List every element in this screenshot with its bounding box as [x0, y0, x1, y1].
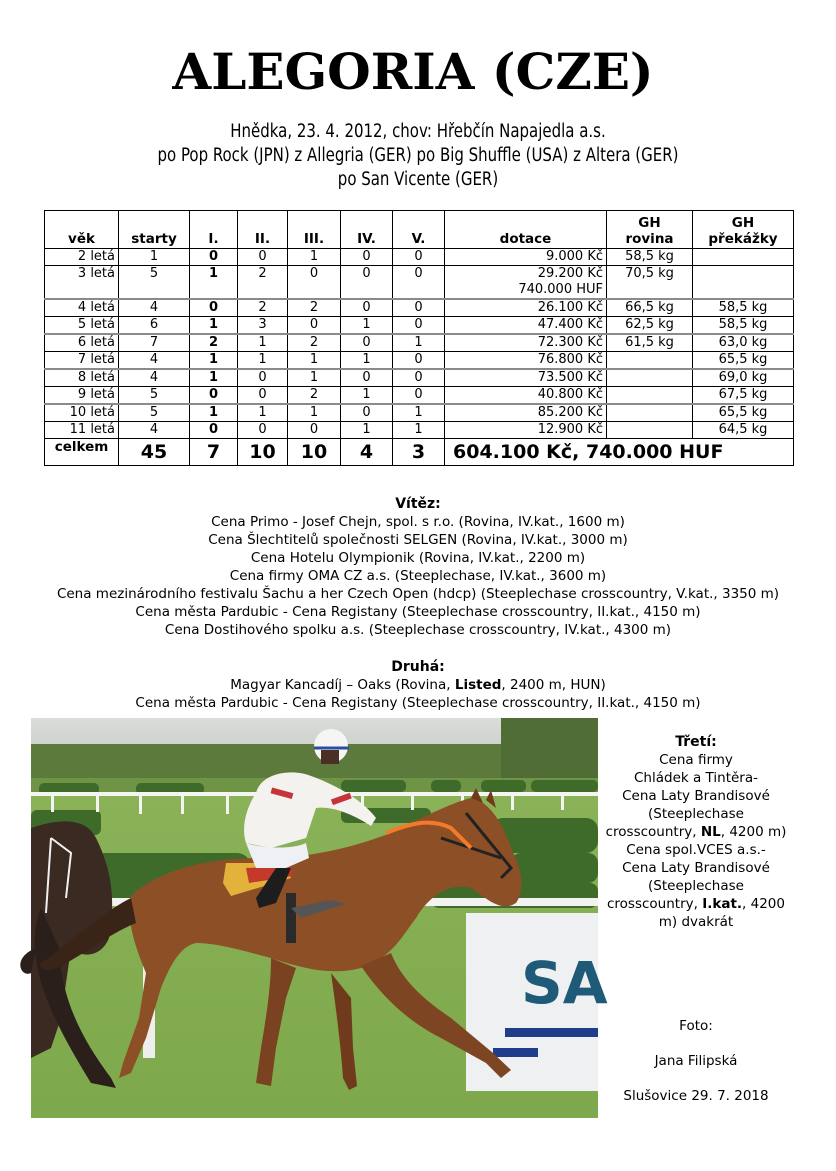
career-stats-table — [44, 210, 794, 466]
first-place-cell: 1 — [190, 317, 238, 335]
gh-jump-cell: 69,0 kg — [693, 369, 794, 387]
total-second: 10 — [238, 439, 288, 466]
table-row — [45, 422, 794, 439]
fourth-place-cell: 0 — [341, 334, 393, 352]
fifth-place-cell: 1 — [393, 334, 445, 352]
third-place-cell: 0 — [288, 422, 341, 439]
first-place-cell: 1 — [190, 404, 238, 422]
col-header-second: II. — [238, 211, 288, 249]
second-place-cell: 0 — [238, 387, 288, 405]
second-place-cell: 2 — [238, 299, 288, 317]
starts-cell: 1 — [119, 249, 190, 266]
fourth-place-cell: 1 — [341, 387, 393, 405]
age-cell: 9 letá — [45, 387, 119, 405]
prize-cell: 9.000 Kč — [445, 249, 607, 266]
third-place-cell: 2 — [288, 334, 341, 352]
gh-jump-cell — [693, 249, 794, 266]
second-place-cell: 0 — [238, 369, 288, 387]
pedigree-line-2: po San Vicente (GER) — [337, 169, 499, 190]
starts-cell: 4 — [119, 369, 190, 387]
prize-cell: 40.800 Kč — [445, 387, 607, 405]
table-row — [45, 352, 794, 370]
age-cell: 4 letá — [45, 299, 119, 317]
age-cell: 6 letá — [45, 334, 119, 352]
photo-credit-label: Foto: — [679, 1018, 713, 1034]
second-place-cell: 2 — [238, 266, 288, 300]
starts-cell: 4 — [119, 352, 190, 370]
prize-cell: 29.200 Kč 740.000 HUF — [445, 266, 607, 300]
third-place-section — [598, 733, 794, 931]
third-race-line: Cena firmy — [659, 752, 733, 768]
photographer-name: Jana Filipská — [654, 1053, 738, 1069]
age-cell: 2 letá — [45, 249, 119, 266]
age-cell: 8 letá — [45, 369, 119, 387]
gh-jump-cell: 63,0 kg — [693, 334, 794, 352]
fifth-place-cell: 0 — [393, 352, 445, 370]
gh-flat-cell — [607, 352, 693, 370]
third-race-line: Cena spol.VCES a.s.- — [626, 842, 766, 858]
second-place-cell: 0 — [238, 422, 288, 439]
second-heading: Druhá: — [391, 659, 445, 675]
winner-race: Cena Dostihového spolku a.s. (Steeplechase crosscountry, IV.kat., 4300 m) — [164, 622, 672, 638]
total-fourth: 4 — [341, 439, 393, 466]
third-place-cell: 1 — [288, 249, 341, 266]
gh-jump-cell: 58,5 kg — [693, 317, 794, 335]
fourth-place-cell: 0 — [341, 299, 393, 317]
col-header-prize: dotace — [445, 211, 607, 249]
first-place-cell: 2 — [190, 334, 238, 352]
third-race-line: m) dvakrát — [658, 914, 734, 930]
fourth-place-cell: 1 — [341, 352, 393, 370]
fourth-place-cell: 0 — [341, 266, 393, 300]
table-row — [45, 266, 794, 300]
second-race: Cena města Pardubic - Cena Registany (Steeplechase crosscountry, II.kat., 4150 m) — [135, 695, 701, 711]
prize-cell: 85.200 Kč — [445, 404, 607, 422]
col-header-first: I. — [190, 211, 238, 249]
second-race: Magyar Kancadíj – Oaks (Rovina, Listed, 2400 m, HUN) — [230, 677, 606, 693]
col-header-gh-jump: GH překážky — [693, 211, 794, 249]
col-header-gh-flat: GH rovina — [607, 211, 693, 249]
fifth-place-cell: 0 — [393, 299, 445, 317]
gh-flat-cell — [607, 387, 693, 405]
gh-flat-cell: 70,5 kg — [607, 266, 693, 300]
photo-place-date: Slušovice 29. 7. 2018 — [623, 1088, 769, 1104]
first-place-cell: 1 — [190, 266, 238, 300]
gh-flat-cell: 62,5 kg — [607, 317, 693, 335]
third-race-line: (Steeplechase — [648, 806, 744, 822]
horse-photo — [31, 718, 608, 1118]
starts-cell: 4 — [119, 422, 190, 439]
third-place-cell: 0 — [288, 317, 341, 335]
fourth-place-cell: 0 — [341, 249, 393, 266]
third-heading: Třetí: — [675, 734, 717, 750]
total-fifth: 3 — [393, 439, 445, 466]
third-place-cell: 1 — [288, 369, 341, 387]
winner-race: Cena Šlechtitelů společnosti SELGEN (Rovina, IV.kat., 3000 m) — [208, 532, 628, 548]
second-place-cell: 3 — [238, 317, 288, 335]
first-place-cell: 1 — [190, 369, 238, 387]
third-place-cell: 1 — [288, 352, 341, 370]
prize-cell: 76.800 Kč — [445, 352, 607, 370]
first-place-cell: 0 — [190, 299, 238, 317]
age-cell: 5 letá — [45, 317, 119, 335]
gh-flat-cell: 61,5 kg — [607, 334, 693, 352]
birth-breeder-line: Hnědka, 23. 4. 2012, chov: Hřebčín Napajedla a.s. — [230, 121, 606, 142]
total-prize: 604.100 Kč, 740.000 HUF — [445, 439, 794, 466]
prize-cell: 73.500 Kč — [445, 369, 607, 387]
fifth-place-cell: 0 — [393, 266, 445, 300]
second-place-cell: 0 — [238, 249, 288, 266]
third-race-line: Chládek a Tintěra- — [634, 770, 758, 786]
fifth-place-cell: 1 — [393, 422, 445, 439]
total-starts: 45 — [119, 439, 190, 466]
gh-jump-cell: 64,5 kg — [693, 422, 794, 439]
col-header-starts: starty — [119, 211, 190, 249]
winner-race: Cena Hotelu Olympionik (Rovina, IV.kat., 2200 m) — [250, 550, 586, 566]
total-row — [45, 439, 794, 466]
fifth-place-cell: 0 — [393, 387, 445, 405]
banner-text: SA — [521, 949, 608, 1017]
gh-jump-cell — [693, 266, 794, 300]
table-row — [45, 249, 794, 266]
prize-cell: 26.100 Kč — [445, 299, 607, 317]
table-row — [45, 334, 794, 352]
table-row — [45, 387, 794, 405]
third-place-cell: 2 — [288, 299, 341, 317]
gh-flat-cell — [607, 422, 693, 439]
col-header-third: III. — [288, 211, 341, 249]
winner-race: Cena firmy OMA CZ a.s. (Steeplechase, IV.kat., 3600 m) — [229, 568, 607, 584]
third-race-line: crosscountry, NL, 4200 m) — [605, 824, 787, 840]
col-header-fourth: IV. — [341, 211, 393, 249]
prize-cell: 72.300 Kč — [445, 334, 607, 352]
starts-cell: 5 — [119, 387, 190, 405]
starts-cell: 7 — [119, 334, 190, 352]
winner-section — [0, 495, 836, 639]
gh-flat-cell: 66,5 kg — [607, 299, 693, 317]
table-row — [45, 404, 794, 422]
horse-racing-image — [31, 718, 608, 1118]
horse-name-title: ALEGORIA (CZE) — [172, 42, 654, 101]
gh-flat-cell — [607, 369, 693, 387]
fifth-place-cell: 0 — [393, 249, 445, 266]
age-cell: 10 letá — [45, 404, 119, 422]
total-third: 10 — [288, 439, 341, 466]
fifth-place-cell: 1 — [393, 404, 445, 422]
fifth-place-cell: 0 — [393, 369, 445, 387]
fifth-place-cell: 0 — [393, 317, 445, 335]
fourth-place-cell: 0 — [341, 404, 393, 422]
age-cell: 11 letá — [45, 422, 119, 439]
fourth-place-cell: 1 — [341, 317, 393, 335]
second-place-cell: 1 — [238, 352, 288, 370]
third-race-line: crosscountry, I.kat., 4200 — [607, 896, 785, 912]
third-race-line: (Steeplechase — [648, 878, 744, 894]
age-cell: 7 letá — [45, 352, 119, 370]
second-place-section — [0, 658, 836, 712]
second-place-cell: 1 — [238, 334, 288, 352]
winner-race: Cena města Pardubic - Cena Registany (Steeplechase crosscountry, II.kat., 4150 m) — [135, 604, 701, 620]
third-place-cell: 2 — [288, 387, 341, 405]
third-race-line: Cena Laty Brandisové — [622, 860, 770, 876]
gh-flat-cell — [607, 404, 693, 422]
total-label: celkem — [45, 439, 119, 466]
starts-cell: 6 — [119, 317, 190, 335]
table-row — [45, 317, 794, 335]
fourth-place-cell: 1 — [341, 422, 393, 439]
first-place-cell: 0 — [190, 422, 238, 439]
third-place-cell: 0 — [288, 266, 341, 300]
col-header-age: věk — [45, 211, 119, 249]
pedigree-line-1: po Pop Rock (JPN) z Allegria (GER) po Big Shuffle (USA) z Altera (GER) — [157, 145, 679, 166]
prize-cell: 47.400 Kč — [445, 317, 607, 335]
gh-flat-cell: 58,5 kg — [607, 249, 693, 266]
col-header-fifth: V. — [393, 211, 445, 249]
gh-jump-cell: 65,5 kg — [693, 404, 794, 422]
third-place-cell: 1 — [288, 404, 341, 422]
winner-race: Cena Primo - Josef Chejn, spol. s r.o. (Rovina, IV.kat., 1600 m) — [211, 514, 625, 530]
starts-cell: 5 — [119, 404, 190, 422]
fourth-place-cell: 0 — [341, 369, 393, 387]
gh-jump-cell: 67,5 kg — [693, 387, 794, 405]
gh-jump-cell: 65,5 kg — [693, 352, 794, 370]
table-row — [45, 299, 794, 317]
table-row — [45, 369, 794, 387]
third-race-line: Cena Laty Brandisové — [622, 788, 770, 804]
second-place-cell: 1 — [238, 404, 288, 422]
gh-jump-cell: 58,5 kg — [693, 299, 794, 317]
total-first: 7 — [190, 439, 238, 466]
first-place-cell: 1 — [190, 352, 238, 370]
first-place-cell: 0 — [190, 387, 238, 405]
table-header-row — [45, 211, 794, 249]
first-place-cell: 0 — [190, 249, 238, 266]
prize-cell: 12.900 Kč — [445, 422, 607, 439]
starts-cell: 5 — [119, 266, 190, 300]
age-cell: 3 letá — [45, 266, 119, 300]
pedigree-info — [42, 120, 794, 192]
winner-race: Cena mezinárodního festivalu Šachu a her Czech Open (hdcp) (Steeplechase crosscountry, V.kat., 3350 m) — [56, 586, 780, 602]
starts-cell: 4 — [119, 299, 190, 317]
winner-heading: Vítěz: — [395, 496, 441, 512]
